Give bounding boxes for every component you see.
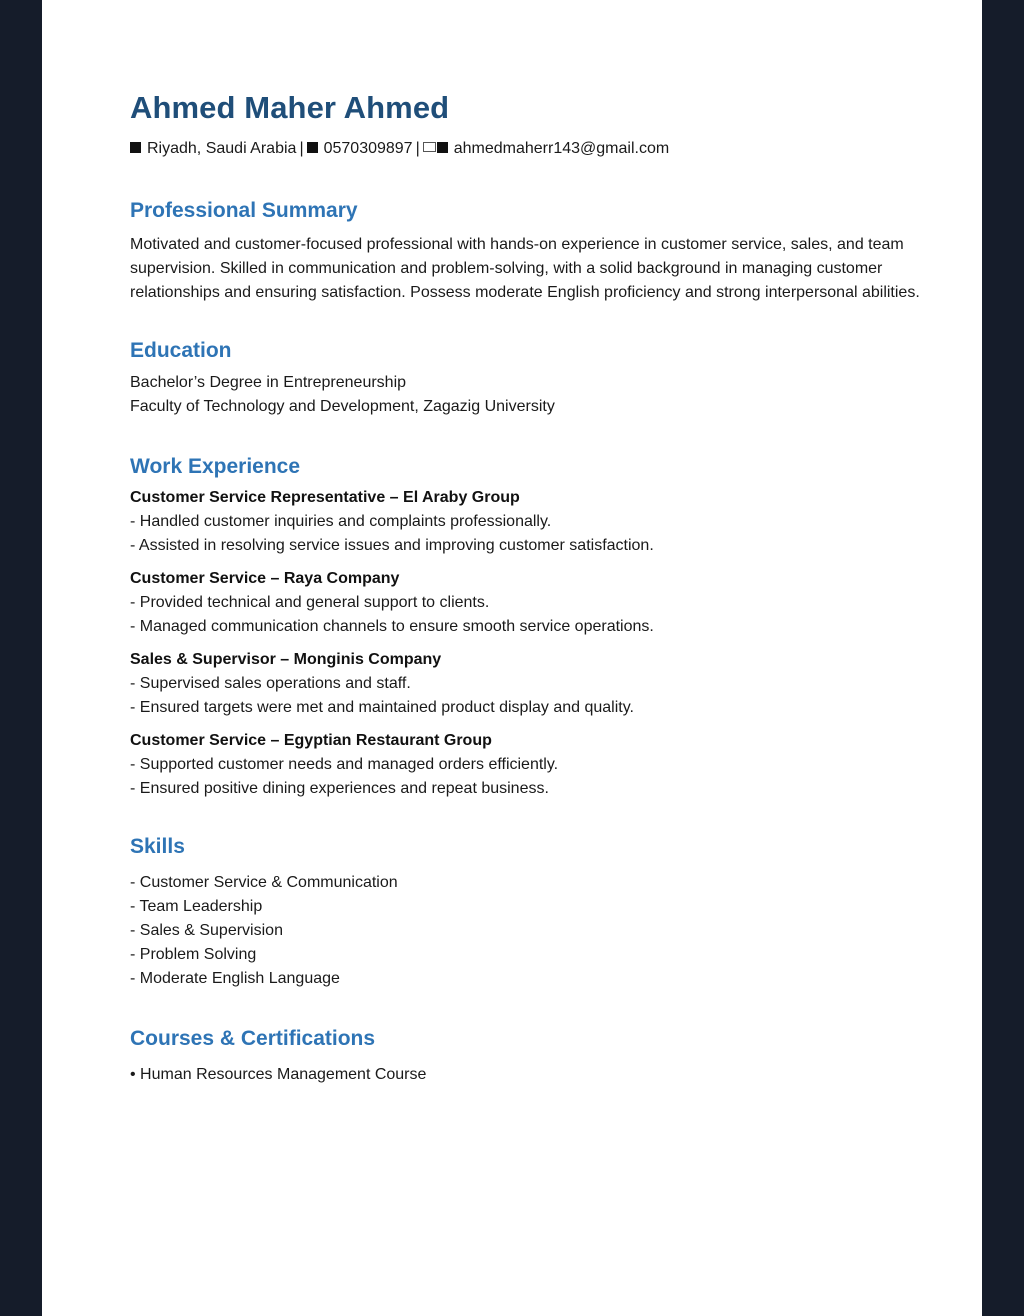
- viewer-background-right: [982, 0, 1024, 1316]
- email-icon: [437, 142, 448, 153]
- location-icon: [130, 142, 141, 153]
- job-entry: [130, 648, 930, 720]
- section-title-courses: Courses & Certifications: [130, 1027, 376, 1050]
- job-point: - Provided technical and general support to clients.: [130, 594, 490, 611]
- job-entry: [130, 729, 930, 801]
- section-title-summary: Professional Summary: [130, 199, 358, 222]
- job-point: - Handled customer inquiries and complaints professionally.: [130, 513, 552, 530]
- skill-item: - Problem Solving: [130, 946, 257, 963]
- skill-item: - Team Leadership: [130, 898, 263, 915]
- phone-icon: [307, 142, 318, 153]
- education-degree: Bachelor’s Degree in Entrepreneurship: [130, 374, 407, 391]
- contact-location: Riyadh, Saudi Arabia: [147, 140, 297, 157]
- job-title: Customer Service Representative – El Araby Group: [130, 489, 520, 506]
- contact-separator: |: [299, 140, 304, 157]
- section-title-work: Work Experience: [130, 455, 301, 478]
- job-entry: [130, 567, 930, 639]
- summary-text: Motivated and customer-focused professional with hands-on experience in customer service, sales, and team supervision. Skilled in communication and problem-solving, with a solid background in managing customer relationships and ensuring satisfaction. Possess moderate English proficiency and strong interpersonal abilities.: [130, 236, 920, 301]
- contact-line: [130, 138, 930, 160]
- section-title-education: Education: [130, 339, 232, 362]
- contact-email: ahmedmaherr143@gmail.com: [453, 140, 670, 157]
- job-title: Customer Service – Egyptian Restaurant Group: [130, 732, 492, 749]
- job-point: - Assisted in resolving service issues and improving customer satisfaction.: [130, 537, 654, 554]
- skill-item: - Customer Service & Communication: [130, 874, 398, 891]
- course-item: • Human Resources Management Course: [130, 1066, 427, 1083]
- job-title: Sales & Supervisor – Monginis Company: [130, 651, 442, 668]
- job-point: - Ensured targets were met and maintained product display and quality.: [130, 699, 634, 716]
- contact-phone: 0570309897: [323, 140, 413, 157]
- job-point: - Ensured positive dining experiences and repeat business.: [130, 780, 549, 797]
- contact-separator: |: [415, 140, 420, 157]
- section-title-skills: Skills: [130, 835, 185, 858]
- resume-name: Ahmed Maher Ahmed: [130, 90, 450, 125]
- skill-item: - Sales & Supervision: [130, 922, 283, 939]
- skills-list: [130, 871, 930, 991]
- courses-list: [130, 1063, 930, 1087]
- skill-item: - Moderate English Language: [130, 970, 340, 987]
- envelope-icon: [423, 142, 436, 152]
- job-entry: [130, 486, 930, 558]
- job-point: - Managed communication channels to ensure smooth service operations.: [130, 618, 654, 635]
- viewer-background-left: [0, 0, 42, 1316]
- resume-content: [130, 86, 930, 1087]
- education-block: [130, 371, 930, 419]
- document-page: [42, 0, 982, 1316]
- job-title: Customer Service – Raya Company: [130, 570, 400, 587]
- job-point: - Supervised sales operations and staff.: [130, 675, 411, 692]
- job-point: - Supported customer needs and managed orders efficiently.: [130, 756, 559, 773]
- education-institution: Faculty of Technology and Development, Zagazig University: [130, 398, 555, 415]
